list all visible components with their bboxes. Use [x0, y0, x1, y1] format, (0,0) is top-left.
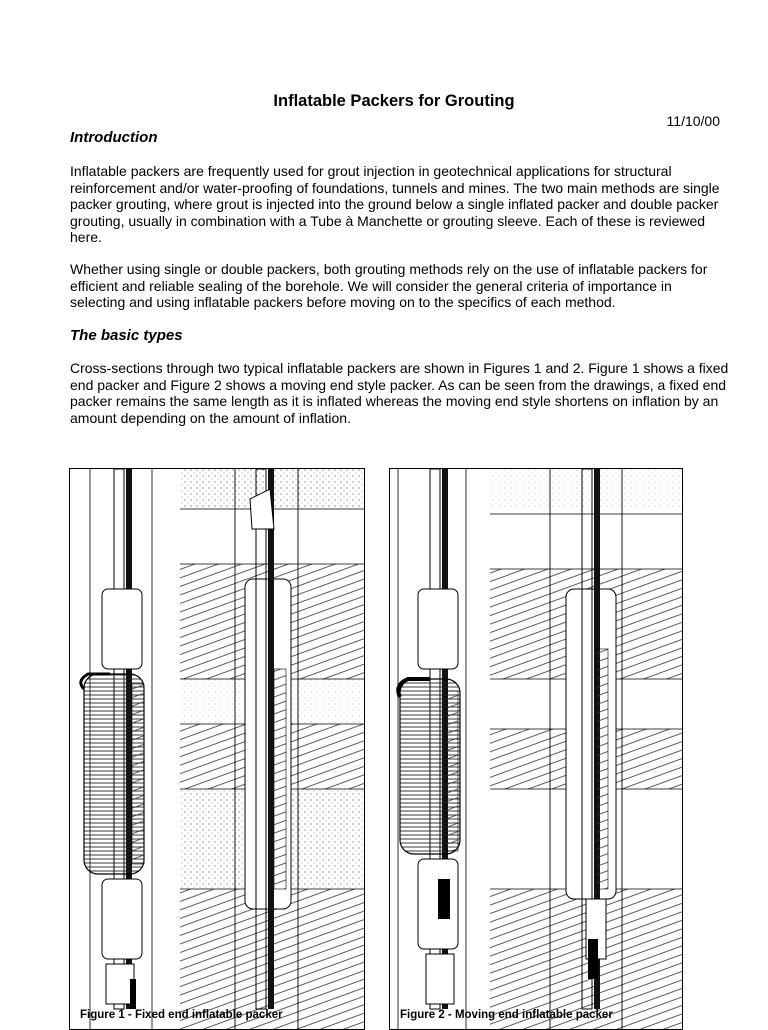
figure-2 [389, 468, 683, 1030]
figure-1-caption: Figure 1 - Fixed end inflatable packer [80, 1009, 283, 1021]
basic-types-paragraph: Cross-sections through two typical inflatable packers are shown in Figures 1 and 2. Figure 1 shows a fixed end packer and Figure 2 shows a moving end style packer. As can be seen from the drawings, a fixed end packer remains the same length as it is inflated whereas the moving end style shortens on inflation by an amount depending on the amount of inflation. [70, 360, 729, 426]
document-date: 11/10/00 [666, 113, 720, 129]
document-title: Inflatable Packers for Grouting [273, 92, 515, 110]
figure-2-caption: Figure 2 - Moving end inflatable packer [400, 1009, 613, 1021]
moving-end-packer-drawing [390, 469, 682, 1029]
figure-1 [69, 468, 365, 1030]
intro-paragraph-1: Inflatable packers are frequently used for grout injection in geotechnical applications for structural reinforcement and/or water-proofing of foundations, tunnels and mines. The two main methods are single packer grouting, where grout is injected into the ground below a single inflated packer and double packer grouting, usually in combination with a Tube à Manchette or grouting sleeve. Each of these is reviewed here. [70, 163, 720, 245]
section-heading-basic-types: The basic types [70, 327, 183, 344]
section-heading-introduction: Introduction [70, 129, 158, 146]
fixed-end-packer-drawing [70, 469, 364, 1029]
intro-paragraph-2: Whether using single or double packers, both grouting methods rely on the use of inflatable packers for efficient and reliable sealing of the borehole. We will consider the general criteria of importance in selecting and using inflatable packers before moving on to the specifics of each method. [70, 261, 708, 310]
